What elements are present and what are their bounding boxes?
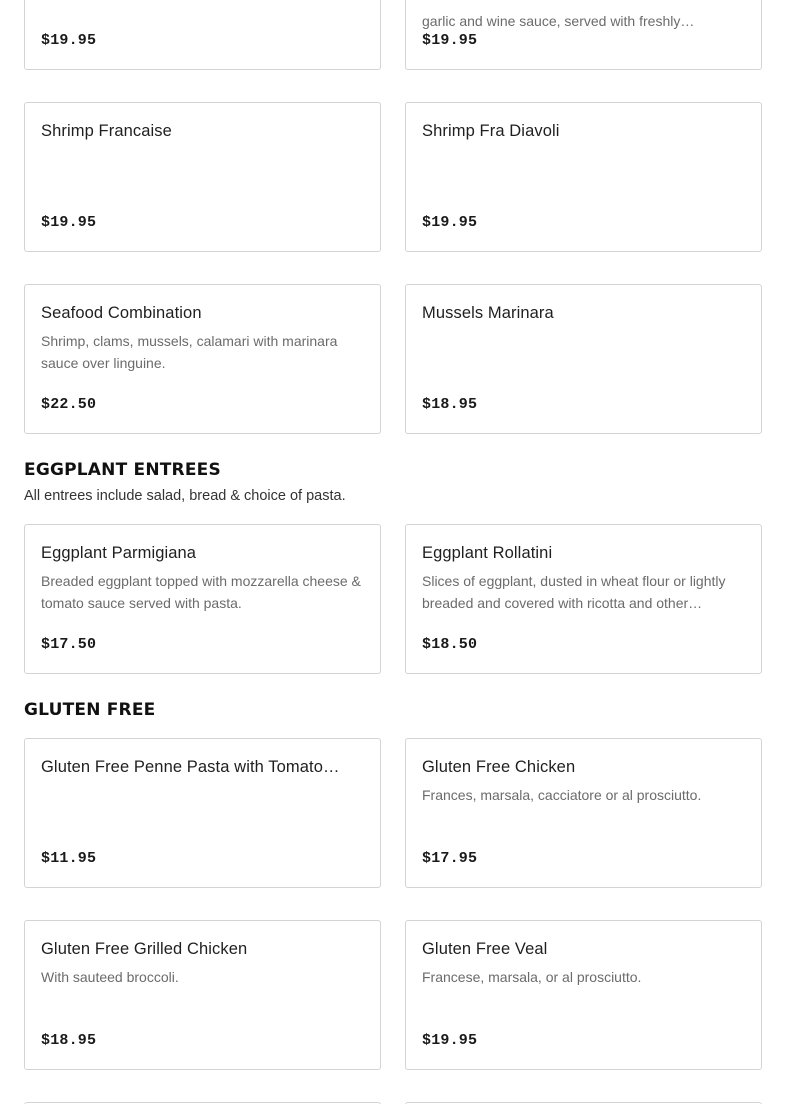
- menu-item-description: Slices of eggplant, dusted in wheat flour or lightly breaded and covered with ricotta and other…: [422, 573, 726, 611]
- menu-item-description: Shrimp, clams, mussels, calamari with marinara sauce over linguine.: [41, 333, 338, 371]
- menu-item-description: Frances, marsala, cacciatore or al prosciutto.: [422, 787, 702, 803]
- menu-item-card[interactable]: [24, 0, 381, 70]
- menu-item-name: Shrimp Fra Diavoli: [422, 122, 560, 140]
- menu-item-name: Gluten Free Grilled Chicken: [41, 940, 248, 958]
- section-title-eggplant: EGGPLANT ENTREES: [24, 460, 221, 480]
- menu-item-description: garlic and wine sauce, served with freshly…: [422, 13, 695, 29]
- menu-item-card[interactable]: [405, 102, 762, 252]
- menu-item-price: $11.95: [41, 850, 97, 867]
- menu-item-price: $18.95: [422, 396, 478, 413]
- menu-item-card[interactable]: [405, 738, 762, 888]
- menu-item-price: $18.95: [41, 1032, 97, 1049]
- menu-item-card[interactable]: [24, 102, 381, 252]
- menu-item-name: Gluten Free Penne Pasta with Tomato…: [41, 758, 340, 776]
- menu-item-card[interactable]: [24, 524, 381, 674]
- section-title-gluten-free: GLUTEN FREE: [24, 700, 156, 720]
- menu-item-description: With sauteed broccoli.: [41, 969, 179, 985]
- menu-item-price: $19.95: [422, 32, 478, 49]
- menu-item-card[interactable]: [24, 920, 381, 1070]
- menu-item-price: $18.50: [422, 636, 478, 653]
- menu-item-card[interactable]: [24, 284, 381, 434]
- menu-item-price: $19.95: [422, 1032, 478, 1049]
- menu-item-price: $19.95: [422, 214, 478, 231]
- menu-item-card[interactable]: [405, 920, 762, 1070]
- menu-item-name: Mussels Marinara: [422, 304, 554, 322]
- menu-item-price: $19.95: [41, 214, 97, 231]
- menu-item-card[interactable]: [405, 524, 762, 674]
- menu-item-card[interactable]: [405, 0, 762, 70]
- menu-item-name: Gluten Free Chicken: [422, 758, 576, 776]
- menu-item-description: Francese, marsala, or al prosciutto.: [422, 969, 642, 985]
- menu-item-price: $17.50: [41, 636, 97, 653]
- menu-item-price: $22.50: [41, 396, 97, 413]
- menu-item-name: Seafood Combination: [41, 304, 202, 322]
- menu-item-description: Breaded eggplant topped with mozzarella cheese & tomato sauce served with pasta.: [41, 573, 361, 611]
- section-subtitle-eggplant: All entrees include salad, bread & choice of pasta.: [24, 488, 346, 504]
- menu-item-price: $19.95: [41, 32, 97, 49]
- menu-item-name: Eggplant Rollatini: [422, 544, 553, 562]
- menu-item-card[interactable]: [24, 738, 381, 888]
- menu-item-card[interactable]: [405, 284, 762, 434]
- menu-item-name: Gluten Free Veal: [422, 940, 548, 958]
- menu-item-name: Shrimp Francaise: [41, 122, 172, 140]
- menu-item-price: $17.95: [422, 850, 478, 867]
- menu-item-name: Eggplant Parmigiana: [41, 544, 197, 562]
